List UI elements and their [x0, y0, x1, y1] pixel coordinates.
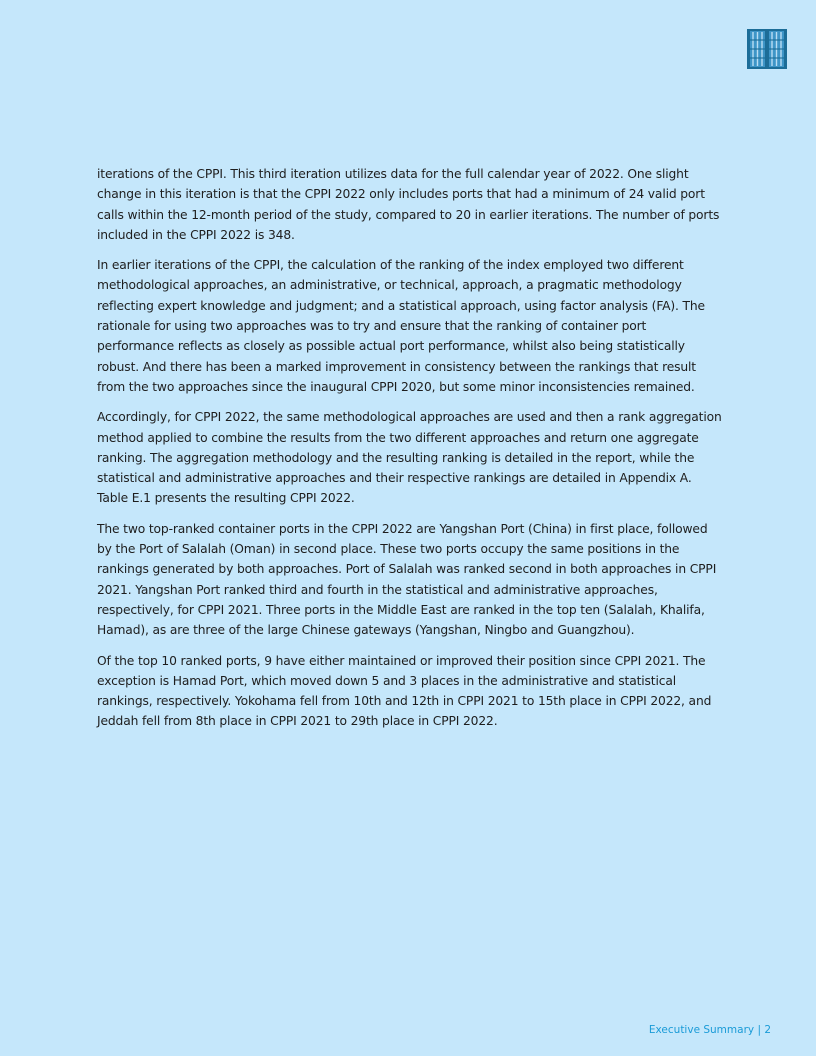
page-footer: Executive Summary | 2: [648, 1024, 771, 1036]
paragraph-2: In earlier iterations of the CPPI, the calculation of the ranking of the index employed two different methodological approaches, an administrative, or technical, approach, a pragmatic methodology reflecting expert knowledge and judgment; and a statistical approach, using factor analysis (FA). The rationale for using two approaches was to try and ensure that the ranking of container port performance reflects as closely as possible actual port performance, whilst also being statistically robust. And there has been a marked improvement in consistency between the rankings that result from the two approaches since the inaugural CPPI 2020, but some minor inconsistencies remained.: [97, 258, 705, 394]
paragraph-1: iterations of the CPPI. This third iteration utilizes data for the full calendar year of 2022. One slight change in this iteration is that the CPPI 2022 only includes ports that had a minimum of 24 valid port calls within the 12-month period of the study, compared to 20 in earlier iterations. The number of ports included in the CPPI 2022 is 348.: [97, 167, 720, 242]
paragraph-5: Of the top 10 ranked ports, 9 have either maintained or improved their position since CPPI 2021. The exception is Hamad Port, which moved down 5 and 3 places in the administrative and statistical rankings, respectively. Yokohama fell from 10th and 12th in CPPI 2021 to 15th place in CPPI 2022, and Jeddah fell from 8th place in CPPI 2021 to 29th place in CPPI 2022.: [97, 653, 712, 729]
paragraph-4: The two top-ranked container ports in the CPPI 2022 are Yangshan Port (China) in first place, followed by the Port of Salalah (Oman) in second place. These two ports occupy the same positions in the rankings generated by both approaches. Port of Salalah was ranked second in both approaches in CPPI 2021. Yangshan Port ranked third and fourth in the statistical and administrative approaches, respectively, for CPPI 2021. Three ports in the Middle East are ranked in the top ten (Salalah, Khalifa, Hamad), as are three of the large Chinese gateways (Yangshan, Ningbo and Guangzhou).: [97, 521, 717, 638]
body-text: [97, 164, 723, 742]
paragraph-3: Accordingly, for CPPI 2022, the same methodological approaches are used and then a rank aggregation method applied to combine the results from the two different approaches and return one aggregate ranking. The aggregation methodology and the resulting ranking is detailed in the report, while the statistical and administrative approaches and their respective rankings are detailed in Appendix A. Table E.1 presents the resulting CPPI 2022.: [97, 410, 722, 506]
container-stack-icon: [747, 29, 787, 69]
